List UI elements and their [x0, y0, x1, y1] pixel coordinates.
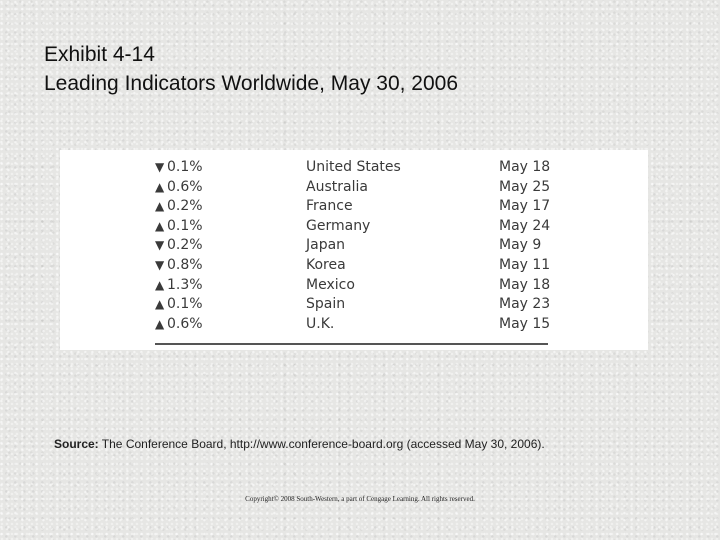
date-cell: May 23 — [499, 296, 551, 313]
change-cell — [155, 295, 203, 315]
change-value: 1.3% — [167, 276, 203, 293]
country-cell: United States — [306, 159, 401, 175]
table-row — [155, 158, 551, 178]
up-arrow-icon: ▲ — [155, 277, 165, 292]
up-arrow-icon: ▲ — [155, 199, 165, 214]
date-cell: May 18 — [499, 276, 551, 293]
country-cell: Mexico — [306, 276, 355, 293]
table-row — [155, 178, 551, 198]
up-arrow-icon: ▲ — [155, 316, 165, 331]
country-cell: Germany — [306, 217, 371, 234]
page-title — [44, 40, 458, 98]
country-cell: France — [306, 198, 353, 215]
source-text: The Conference Board, http://www.conference-board.org (accessed May 30, 2006). — [98, 437, 545, 451]
country-cell: Korea — [306, 256, 346, 273]
country-cell: Australia — [306, 178, 368, 195]
exhibit-number: Exhibit 4-14 — [44, 43, 155, 66]
table-row — [155, 236, 548, 256]
source-label: Source: — [54, 437, 99, 451]
change-cell — [155, 315, 203, 335]
country-cell: Japan — [306, 237, 346, 254]
change-cell — [155, 256, 203, 276]
up-arrow-icon: ▲ — [155, 297, 165, 312]
change-value: 0.6% — [167, 315, 203, 332]
date-cell: May 18 — [499, 159, 551, 175]
table-row — [155, 276, 551, 296]
table-row — [155, 197, 551, 217]
source-note — [54, 437, 545, 451]
change-value: 0.1% — [167, 217, 203, 234]
date-cell: May 25 — [499, 178, 551, 195]
date-cell: May 9 — [499, 237, 542, 254]
country-cell: Spain — [306, 296, 346, 313]
table-row — [155, 315, 551, 335]
indicator-table — [155, 158, 551, 334]
table-bottom-rule — [155, 343, 548, 345]
date-cell: May 11 — [499, 256, 551, 273]
date-cell: May 24 — [499, 217, 551, 234]
exhibit-title: Leading Indicators Worldwide, May 30, 2006 — [44, 72, 459, 95]
change-cell — [155, 276, 203, 296]
up-arrow-icon: ▲ — [155, 218, 165, 233]
date-cell: May 15 — [499, 315, 551, 332]
table-row — [155, 295, 551, 315]
table-row — [155, 217, 551, 237]
down-arrow-icon: ▼ — [155, 160, 165, 174]
indicator-table-panel — [60, 150, 648, 350]
change-cell — [155, 236, 203, 256]
change-value: 0.6% — [167, 178, 203, 195]
change-value: 0.2% — [167, 237, 203, 254]
down-arrow-icon: ▼ — [155, 238, 165, 253]
change-cell — [155, 197, 203, 217]
change-cell — [155, 158, 203, 178]
up-arrow-icon: ▲ — [155, 179, 165, 194]
copyright-notice: Copyright© 2008 South-Western, a part of Cengage Learning. All rights reserved. — [245, 495, 475, 503]
change-value: 0.8% — [167, 256, 203, 273]
down-arrow-icon: ▼ — [155, 257, 165, 272]
change-cell — [155, 178, 203, 198]
change-cell — [155, 217, 203, 237]
date-cell: May 17 — [499, 198, 551, 215]
change-value: 0.2% — [167, 198, 203, 215]
change-value: 0.1% — [167, 159, 203, 175]
table-row — [155, 256, 551, 276]
country-cell: U.K. — [306, 315, 335, 332]
change-value: 0.1% — [167, 296, 203, 313]
